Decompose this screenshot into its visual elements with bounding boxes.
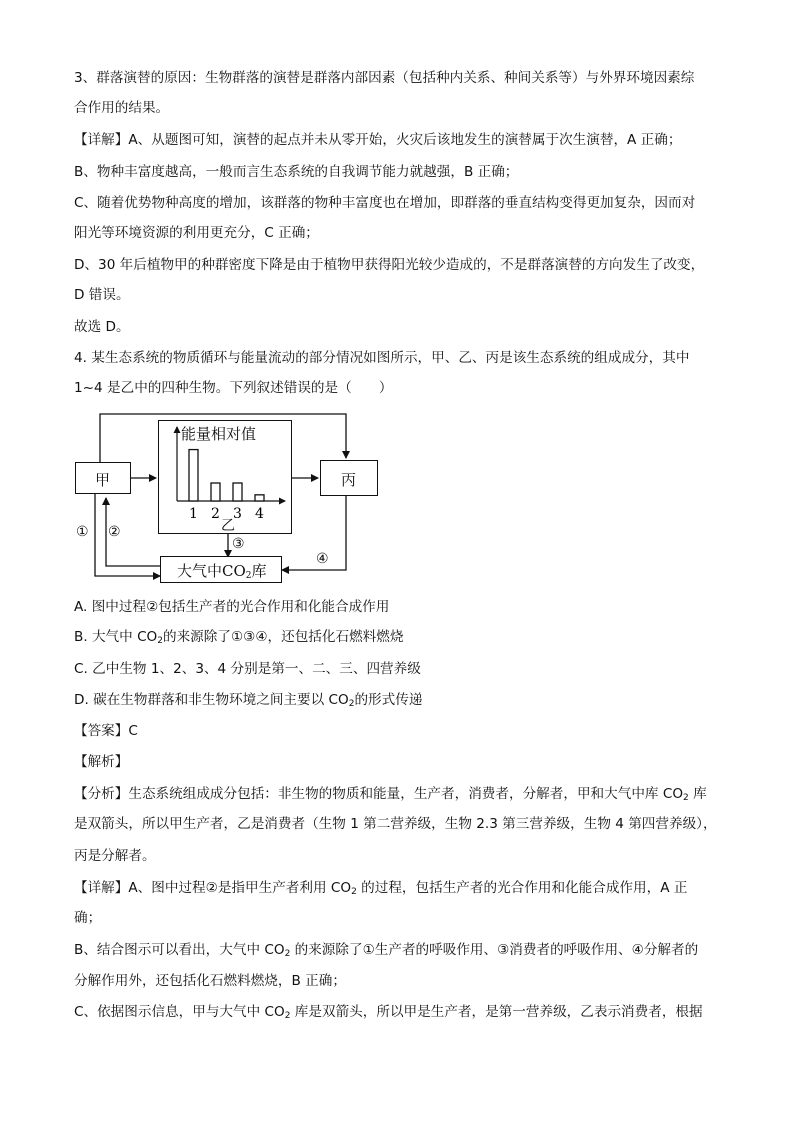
detail-line: C、依据图示信息，甲与大气中 $CO_2$ 库是双箭头，所以甲是生产者，是第一营养级，乙表示消费者，根据 bbox=[74, 1004, 703, 1021]
process-1-label: ① bbox=[76, 524, 89, 540]
jia-box bbox=[75, 462, 131, 494]
bar-4 bbox=[255, 495, 264, 501]
analysis-line: 【分析】生态系统组成成分包括：非生物的物质和能量，生产者，消费者，分解者，甲和大气中库 $CO_2$ 库 bbox=[74, 786, 707, 803]
yi-box bbox=[158, 420, 292, 534]
bar-1 bbox=[189, 450, 198, 501]
jia-label: 甲 bbox=[95, 471, 111, 489]
atmosphere-co2-box bbox=[160, 556, 282, 583]
x-tick-label: 3 bbox=[233, 506, 242, 522]
x-tick-label: 1 bbox=[189, 506, 198, 522]
bar-3 bbox=[233, 483, 242, 501]
question-stem: 4. 某生态系统的物质循环与能量流动的部分情况如图所示，甲、乙、丙是该生态系统的组成成分，其中 bbox=[74, 350, 690, 366]
ecosystem-diagram bbox=[70, 408, 390, 588]
atmosphere-co2-label: 大气中$CO_2$库 bbox=[177, 562, 267, 581]
chart-title: 能量相对值 bbox=[181, 425, 257, 443]
text-line: 阳光等环境资源的利用更充分，C 正确； bbox=[74, 225, 319, 241]
answer: 【答案】C bbox=[74, 723, 138, 739]
bing-label: 丙 bbox=[341, 471, 357, 489]
text-line: 合作用的结果。 bbox=[74, 100, 170, 116]
detail-line: B、结合图示可以看出，大气中 $CO_2$ 的来源除了①生产者的呼吸作用、③消费者的呼吸作用、④分解者的 bbox=[74, 942, 699, 959]
text-line: 3、群落演替的原因：生物群落的演替是群落内部因素（包括种内关系、种间关系等）与外界环境因素综 bbox=[74, 70, 695, 86]
text-line: D、30 年后植物甲的种群密度下降是由于植物甲获得阳光较少造成的，不是群落演替的方向发生了改变， bbox=[74, 257, 705, 273]
detail-line: 分解作用外，还包括化石燃料燃烧，B 正确； bbox=[74, 973, 346, 989]
text-line: C、随着优势物种高度的增加，该群落的物种丰富度也在增加，即群落的垂直结构变得更加复杂，因而对 bbox=[74, 195, 696, 211]
process-4-label: ④ bbox=[316, 551, 329, 567]
option-c: C. 乙中生物 1、2、3、4 分别是第一、二、三、四营养级 bbox=[74, 661, 421, 677]
x-tick-label: 4 bbox=[255, 506, 264, 522]
x-tick-label: 2 bbox=[211, 506, 220, 522]
detail-line: 【详解】A、图中过程②是指甲生产者利用 $CO_2$ 的过程，包括生产者的光合作用和化能合成作用，A 正 bbox=[74, 880, 688, 897]
bar-2 bbox=[211, 483, 220, 501]
text-line: 【详解】A、从题图可知，演替的起点并未从零开始，火灾后该地发生的演替属于次生演替，A 正确； bbox=[74, 132, 682, 148]
text-line: 故选 D。 bbox=[74, 319, 130, 335]
detail-line: 确； bbox=[74, 910, 102, 926]
analysis-line: 丙是分解者。 bbox=[74, 848, 156, 864]
option-a: A. 图中过程②包括生产者的光合作用和化能合成作用 bbox=[74, 599, 390, 615]
text-line: D 错误。 bbox=[74, 287, 130, 303]
analysis-heading: 【解析】 bbox=[74, 754, 129, 770]
process-3-label: ③ bbox=[232, 536, 245, 552]
analysis-line: 是双箭头，所以甲生产者，乙是消费者（生物 1 第二营养级，生物 2.3 第三营养级，生物 4 第四营养级）， bbox=[74, 816, 717, 832]
option-b: B. 大气中 $CO_2$的来源除了①③④，还包括化石燃料燃烧 bbox=[74, 629, 404, 646]
process-2-label: ② bbox=[108, 524, 121, 540]
bing-box bbox=[320, 460, 378, 496]
text-line: B、物种丰富度越高，一般而言生态系统的自我调节能力就越强，B 正确； bbox=[74, 164, 519, 180]
option-d: D. 碳在生物群落和非生物环境之间主要以 $CO_2$的形式传递 bbox=[74, 692, 423, 709]
question-stem: 1~4 是乙中的四种生物。下列叙述错误的是（ ） bbox=[74, 380, 393, 396]
yi-label: 乙 bbox=[221, 518, 235, 534]
